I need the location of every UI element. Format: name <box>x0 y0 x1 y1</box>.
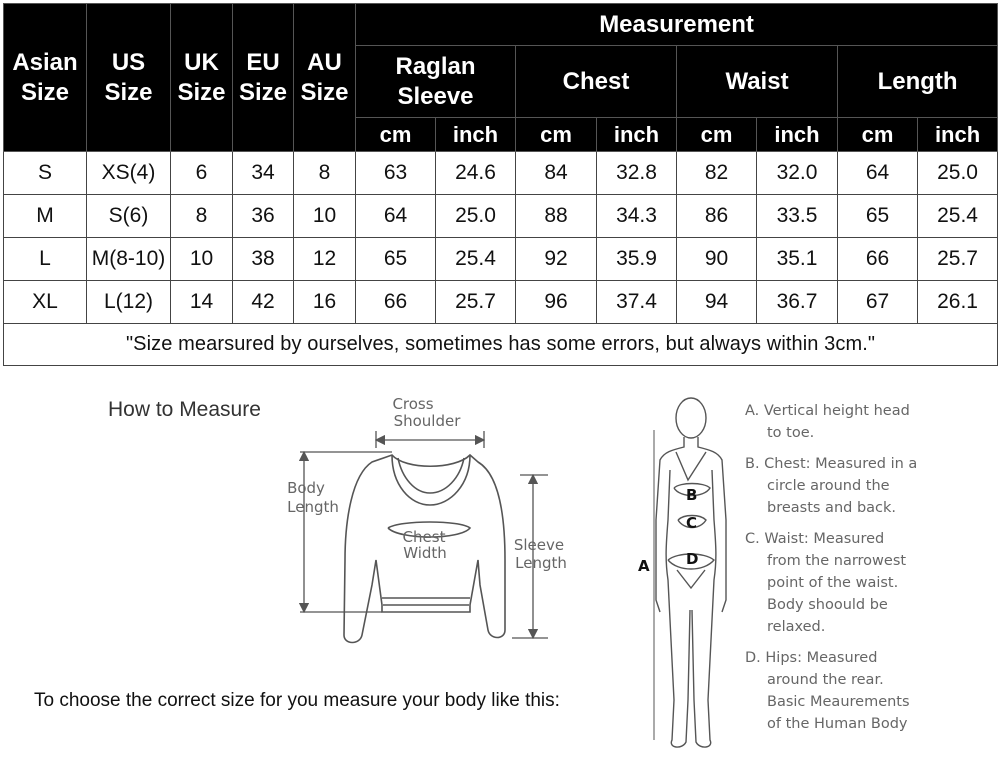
header-waist: Waist <box>677 46 838 118</box>
header-asian-size: Asian Size <box>4 4 87 152</box>
table-cell: 65 <box>838 195 918 238</box>
unit-inch: inch <box>436 118 516 152</box>
table-cell: 37.4 <box>597 281 677 324</box>
body-length-label-1: Body <box>287 479 325 497</box>
table-cell: XS(4) <box>87 152 171 195</box>
table-cell: 36 <box>233 195 294 238</box>
table-cell: 94 <box>677 281 757 324</box>
table-cell: 82 <box>677 152 757 195</box>
table-cell: XL <box>4 281 87 324</box>
header-chest: Chest <box>516 46 677 118</box>
how-to-measure-title: How to Measure <box>108 398 261 421</box>
human-body-illustration <box>656 398 726 747</box>
measure-notes <box>745 400 995 744</box>
table-cell: L(12) <box>87 281 171 324</box>
table-cell: 32.8 <box>597 152 677 195</box>
point-a-label: A <box>638 557 650 575</box>
table-cell: 64 <box>356 195 436 238</box>
body-length-label-2: Length <box>287 498 339 516</box>
table-cell: 34 <box>233 152 294 195</box>
unit-inch: inch <box>757 118 838 152</box>
table-cell: 33.5 <box>757 195 838 238</box>
unit-cm: cm <box>356 118 436 152</box>
header-eu-size: EU Size <box>233 4 294 152</box>
cross-shoulder-label-1: Cross <box>392 395 434 413</box>
header-us-size: US Size <box>87 4 171 152</box>
table-cell: S <box>4 152 87 195</box>
table-cell: 66 <box>356 281 436 324</box>
header-measurement: Measurement <box>356 4 998 46</box>
table-cell: 67 <box>838 281 918 324</box>
sleeve-length-label-2: Length <box>515 554 567 572</box>
table-cell: 96 <box>516 281 597 324</box>
size-note: "Size mearsured by ourselves, sometimes has some errors, but always within 3cm." <box>4 324 998 366</box>
table-cell: 36.7 <box>757 281 838 324</box>
note-a: A. Vertical height head to toe. <box>745 403 910 441</box>
header-uk-size: UK Size <box>171 4 233 152</box>
table-cell: L <box>4 238 87 281</box>
table-cell: 25.0 <box>918 152 998 195</box>
unit-inch: inch <box>597 118 677 152</box>
unit-cm: cm <box>838 118 918 152</box>
point-c-label: C <box>686 514 698 532</box>
table-cell: 26.1 <box>918 281 998 324</box>
unit-cm: cm <box>516 118 597 152</box>
note-d: D. Hips: Measured around the rear. Basic Meaurements of the Human Body <box>745 650 910 732</box>
unit-inch: inch <box>918 118 998 152</box>
table-cell: 38 <box>233 238 294 281</box>
unit-cm: cm <box>677 118 757 152</box>
table-cell: 10 <box>171 238 233 281</box>
table-cell: 34.3 <box>597 195 677 238</box>
table-cell: 8 <box>171 195 233 238</box>
table-cell: 88 <box>516 195 597 238</box>
table-cell: 63 <box>356 152 436 195</box>
table-cell: 25.7 <box>436 281 516 324</box>
table-cell: 90 <box>677 238 757 281</box>
table-cell: 66 <box>838 238 918 281</box>
table-cell: 24.6 <box>436 152 516 195</box>
table-cell: 8 <box>294 152 356 195</box>
table-cell: 86 <box>677 195 757 238</box>
note-c: C. Waist: Measured from the narrowest point of the waist. Body shoould be relaxed. <box>745 531 907 635</box>
note-b: B. Chest: Measured in a circle around the breasts and back. <box>745 456 918 516</box>
table-cell: 92 <box>516 238 597 281</box>
table-cell: M(8-10) <box>87 238 171 281</box>
table-cell: 25.4 <box>436 238 516 281</box>
table-cell: 25.7 <box>918 238 998 281</box>
table-cell: 35.9 <box>597 238 677 281</box>
table-cell: 64 <box>838 152 918 195</box>
table-cell: 65 <box>356 238 436 281</box>
chest-width-label-1: Chest <box>402 528 446 546</box>
table-cell: S(6) <box>87 195 171 238</box>
header-raglan-sleeve: Raglan Sleeve <box>356 46 516 118</box>
table-cell: 14 <box>171 281 233 324</box>
point-d-label: D <box>686 550 699 568</box>
header-length: Length <box>838 46 998 118</box>
table-cell: 12 <box>294 238 356 281</box>
choose-size-instruction: To choose the correct size for you measure your body like this: <box>34 690 560 711</box>
table-cell: 35.1 <box>757 238 838 281</box>
cross-shoulder-label-2: Shoulder <box>393 412 461 430</box>
table-cell: 84 <box>516 152 597 195</box>
header-au-size: AU Size <box>294 4 356 152</box>
table-cell: 25.4 <box>918 195 998 238</box>
sleeve-length-label-1: Sleeve <box>513 536 565 554</box>
chest-width-label-2: Width <box>403 544 447 562</box>
table-cell: 10 <box>294 195 356 238</box>
table-cell: 6 <box>171 152 233 195</box>
table-cell: 16 <box>294 281 356 324</box>
table-cell: 25.0 <box>436 195 516 238</box>
table-cell: 32.0 <box>757 152 838 195</box>
table-cell: 42 <box>233 281 294 324</box>
table-cell: M <box>4 195 87 238</box>
point-b-label: B <box>686 486 698 504</box>
